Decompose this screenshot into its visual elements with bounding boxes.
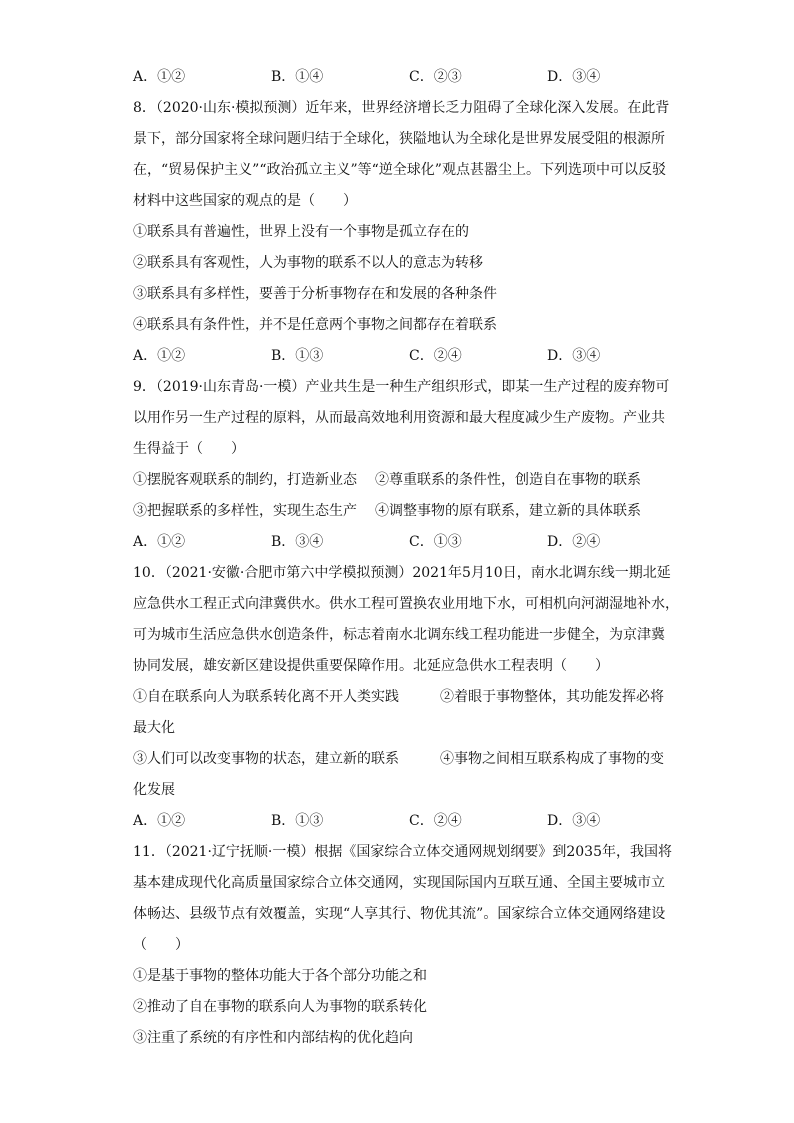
q8-option-b: B．①③ <box>271 348 324 364</box>
q10-options <box>133 806 668 837</box>
q9-statement-1: ①摆脱客观联系的制约，打造新业态 <box>133 472 357 488</box>
q8-stem-line: 8．（2020·山东·模拟预测）近年来，世界经济增长乏力阻碍了全球化深入发展。在此背 <box>133 100 670 116</box>
q10-statement-2-continued: 最大化 <box>133 720 175 736</box>
q8-option-c: C．②④ <box>409 348 462 364</box>
question-10 <box>133 558 679 837</box>
q9-statement-2: ②尊重联系的条件性，创造自在事物的联系 <box>375 472 641 488</box>
q10-option-d: D．③④ <box>547 813 601 829</box>
q7-options <box>133 62 668 93</box>
q11-stem-line: （ ） <box>133 937 189 953</box>
q8-statement-1: ①联系具有普遍性，世界上没有一个事物是孤立存在的 <box>133 224 469 240</box>
q8-statement-3: ③联系具有多样性，要善于分析事物存在和发展的各种条件 <box>133 286 497 302</box>
q9-statement-3: ③把握联系的多样性，实现生态生产 <box>133 503 357 519</box>
q10-statement-1: ①自在联系向人为联系转化离不开人类实践 <box>133 689 399 705</box>
q10-stem-line: 可为城市生活应急供水创造条件，标志着南水北调东线工程功能进一步健全，为京津冀 <box>133 627 665 643</box>
q11-stem-line: 体畅达、县级节点有效覆盖，实现“人享其行、物优其流”。国家综合立体交通网络建设 <box>133 906 666 922</box>
question-9 <box>133 372 668 558</box>
q9-option-d: D．②④ <box>547 534 601 550</box>
q9-stem-line: 生得益于（ ） <box>133 441 245 457</box>
question-11 <box>133 837 672 1054</box>
q7-option-c: C．②③ <box>409 69 462 85</box>
q7-option-d: D．③④ <box>547 69 601 85</box>
q9-stem-line: 以用作另一生产过程的原料，从而最高效地利用资源和最大程度减少生产废物。产业共 <box>133 410 665 426</box>
q10-statement-4-continued: 化发展 <box>133 782 175 798</box>
q8-statement-4: ④联系具有条件性，并不是任意两个事物之间都存在着联系 <box>133 317 497 333</box>
q9-stem-line: 9．（2019·山东青岛·一模）产业共生是一种生产组织形式，即某一生产过程的废弃物可 <box>133 379 670 395</box>
q9-option-c: C．①③ <box>409 534 462 550</box>
q10-option-c: C．②④ <box>409 813 462 829</box>
q10-statement-row-1 <box>133 682 668 744</box>
q10-statement-4: ④事物之间相互联系构成了事物的变 <box>440 751 664 767</box>
q9-options <box>133 527 668 558</box>
q9-statement-row-2 <box>133 496 668 527</box>
q10-option-a: A．①② <box>133 813 186 829</box>
q11-statement-1: ①是基于事物的整体功能大于各个部分功能之和 <box>133 968 427 984</box>
q10-stem-line: 应急供水工程正式向津冀供水。供水工程可置换农业用地下水，可相机向河湖湿地补水， <box>133 596 679 612</box>
q10-stem-line: 协同发展，雄安新区建设提供重要保障作用。北延应急供水工程表明（ ） <box>133 658 609 674</box>
q10-option-b: B．①③ <box>271 813 324 829</box>
q9-statement-4: ④调整事物的原有联系，建立新的具体联系 <box>375 503 641 519</box>
q9-option-a: A．①② <box>133 534 186 550</box>
q10-stem-line: 10．（2021·安徽·合肥市第六中学模拟预测）2021年5月10日，南水北调东线一期北延 <box>133 565 671 581</box>
q7-option-a: A．①② <box>133 69 186 85</box>
q10-statement-2: ②着眼于事物整体，其功能发挥必将 <box>440 689 664 705</box>
q11-stem-line: 基本建成现代化高质量国家综合立体交通网，实现国际国内互联互通、全国主要城市立 <box>133 875 665 891</box>
q8-stem-line: 在，“贸易保护主义”“政治孤立主义”等“逆全球化”观点甚嚣尘上。下列选项中可以反驳 <box>133 162 666 178</box>
q8-options <box>133 341 668 372</box>
q10-statement-3: ③人们可以改变事物的状态，建立新的联系 <box>133 751 399 767</box>
q11-statement-3: ③注重了系统的有序性和内部结构的优化趋向 <box>133 1030 413 1046</box>
q9-statement-row-1 <box>133 465 668 496</box>
q11-stem-line: 11．（2021·辽宁抚顺·一模）根据《国家综合立体交通网规划纲要》到2035年，我国将 <box>133 844 672 860</box>
q8-statement-2: ②联系具有客观性，人为事物的联系不以人的意志为转移 <box>133 255 483 271</box>
q11-statement-2: ②推动了自在事物的联系向人为事物的联系转化 <box>133 999 427 1015</box>
question-content <box>133 62 679 1054</box>
question-8 <box>133 93 668 372</box>
q8-stem-line: 景下，部分国家将全球问题归结于全球化，狭隘地认为全球化是世界发展受阻的根源所 <box>133 131 665 147</box>
q8-option-a: A．①② <box>133 348 186 364</box>
q8-stem-line: 材料中这些国家的观点的是（ ） <box>133 193 357 209</box>
q7-option-b: B．①④ <box>271 69 324 85</box>
q10-statement-row-2 <box>133 744 668 806</box>
q9-option-b: B．③④ <box>271 534 324 550</box>
q8-option-d: D．③④ <box>547 348 601 364</box>
